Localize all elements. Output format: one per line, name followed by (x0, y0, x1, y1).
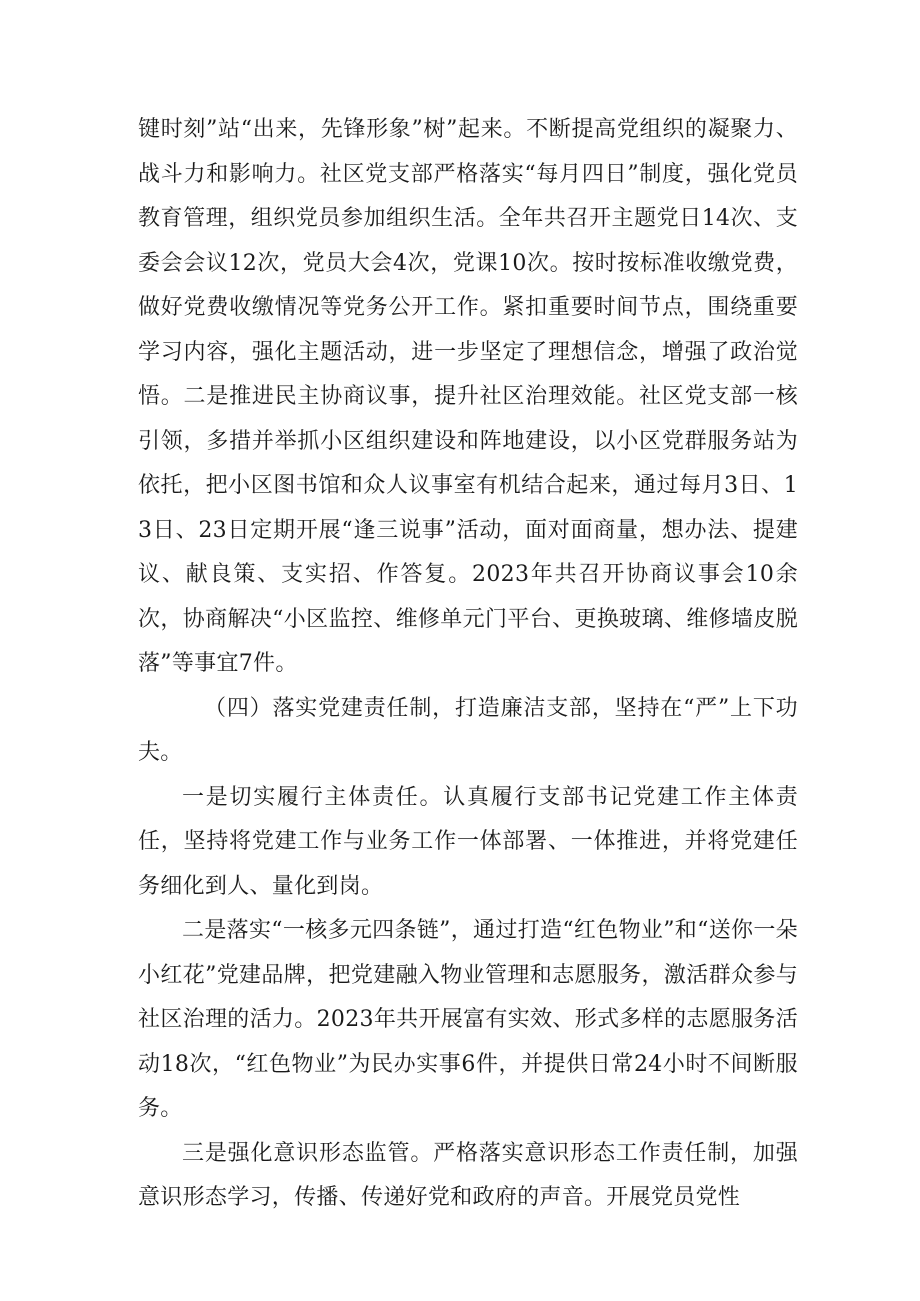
section-heading-four: （四）落实党建责任制，打造廉洁支部，坚持在“严”上下功夫。 (138, 695, 798, 765)
paragraph-red-property: 二是落实“一核多元四条链”，通过打造“红色物业”和“送你一朵小红花”党建品牌，把党建融入物业管理和志愿服务，激活群众参与社区治理的活力。2023年共开展富有实效、形式多样的志愿服务活动18次，“红色物业”为民办实事6件，并提供日常24小时不间断服务。 (138, 918, 798, 1121)
document-page (138, 108, 798, 1221)
paragraph-ideology-supervision: 三是强化意识形态监管。严格落实意识形态工作责任制，加强意识形态学习，传播、传递好党和政府的声音。开展党员党性 (138, 1140, 798, 1210)
paragraph-community-party-work: 键时刻”站“出来，先锋形象”树”起来。不断提高党组织的凝聚力、战斗力和影响力。社区党支部严格落实“每月四日”制度，强化党员教育管理，组织党员参加组织生活。全年共召开主题党日14次、支委会会议12次，党员大会4次，党课10次。按时按标准收缴党费，做好党费收缴情况等党务公开工作。紧扣重要时间节点，围绕重要学习内容，强化主题活动，进一步坚定了理想信念，增强了政治觉悟。二是推进民主协商议事，提升社区治理效能。社区党支部一核引领，多措并举抓小区组织建设和阵地建设，以小区党群服务站为依托，把小区图书馆和众人议事室有机结合起来，通过每月3日、13日、23日定期开展“逢三说事”活动，面对面商量，想办法、提建议、献良策、支实招、作答复。2023年共召开协商议事会10余次，协商解决“小区监控、维修单元门平台、更换玻璃、维修墙皮脱落”等事宜7件。 (138, 117, 798, 676)
paragraph-main-responsibility: 一是切实履行主体责任。认真履行支部书记党建工作主体责任，坚持将党建工作与业务工作一体部署、一体推进，并将党建任务细化到人、量化到岗。 (138, 784, 798, 899)
